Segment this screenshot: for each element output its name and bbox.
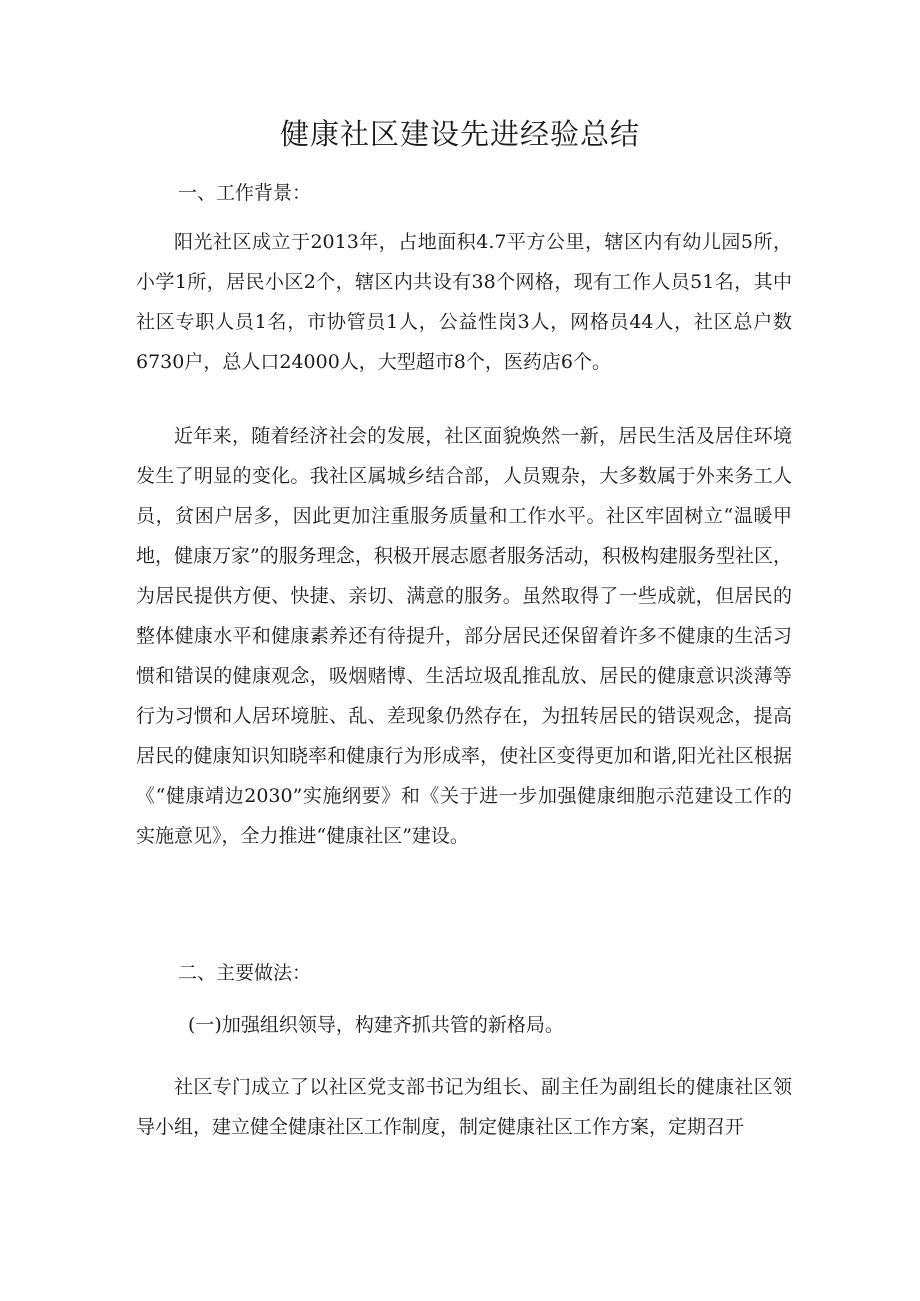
section-heading-main-practices: 二、主要做法： <box>178 962 312 984</box>
paragraph-recent-development: 近年来，随着经济社会的发展，社区面貌焕然一新，居民生活及居住环境发生了明显的变化。我社区属城乡结合部，人员覭杂，大多数属于外来务工人员，贫困户居多，因此更加注重服务质量和工作水平。社区牢固树立“温暖甲地，健康万家”的服务理念，积极开展志愿者服务活动，积极构建服务型社区，为居民提供方便、快捷、亲切、满意的服务。虽然取得了一些成就，但居民的整体健康水平和健康素养还有待提升，部分居民还保留着许多不健康的生活习惯和错误的健康观念，吸烟赌博、生活垃圾乱推乱放、居民的健康意识淡薄等行为习惯和人居环境脏、乱、差现象仍然存在，为扭转居民的错误观念，提高居民的健康知识知晓率和健康行为形成率，使社区变得更加和谐,阳光社区根据《“健康靖边2030”实施纲要》和《关于进一步加强健康细胞示范建设工作的实施意见》，全力推进“健康社区”建设。 <box>136 425 792 847</box>
paragraph-community-overview: 阳光社区成立于2013年，占地面积4.7平方公里，辖区内有幼儿园5所，小学1所，居民小区2个，辖区内共设有38个网格，现有工作人员51名，其中社区专职人员1名，市协管员1人，公益性岗3人，网格员44人，社区总户数6730户，总人口24000人，大型超市8个，医药店6个。 <box>136 231 792 373</box>
document-title: 健康社区建设先进经验总结 <box>279 117 640 151</box>
subheading-organization-leadership: (一)加强组织领导，构建齐抓共管的新格局。 <box>188 1014 564 1036</box>
paragraph-leadership-group: 社区专门成立了以社区党支部书记为组长、副主任为副组长的健康社区领导小组，建立健全健康社区工作制度，制定健康社区工作方案，定期召开 <box>136 1076 792 1138</box>
section-heading-background: 一、工作背景： <box>178 182 312 204</box>
